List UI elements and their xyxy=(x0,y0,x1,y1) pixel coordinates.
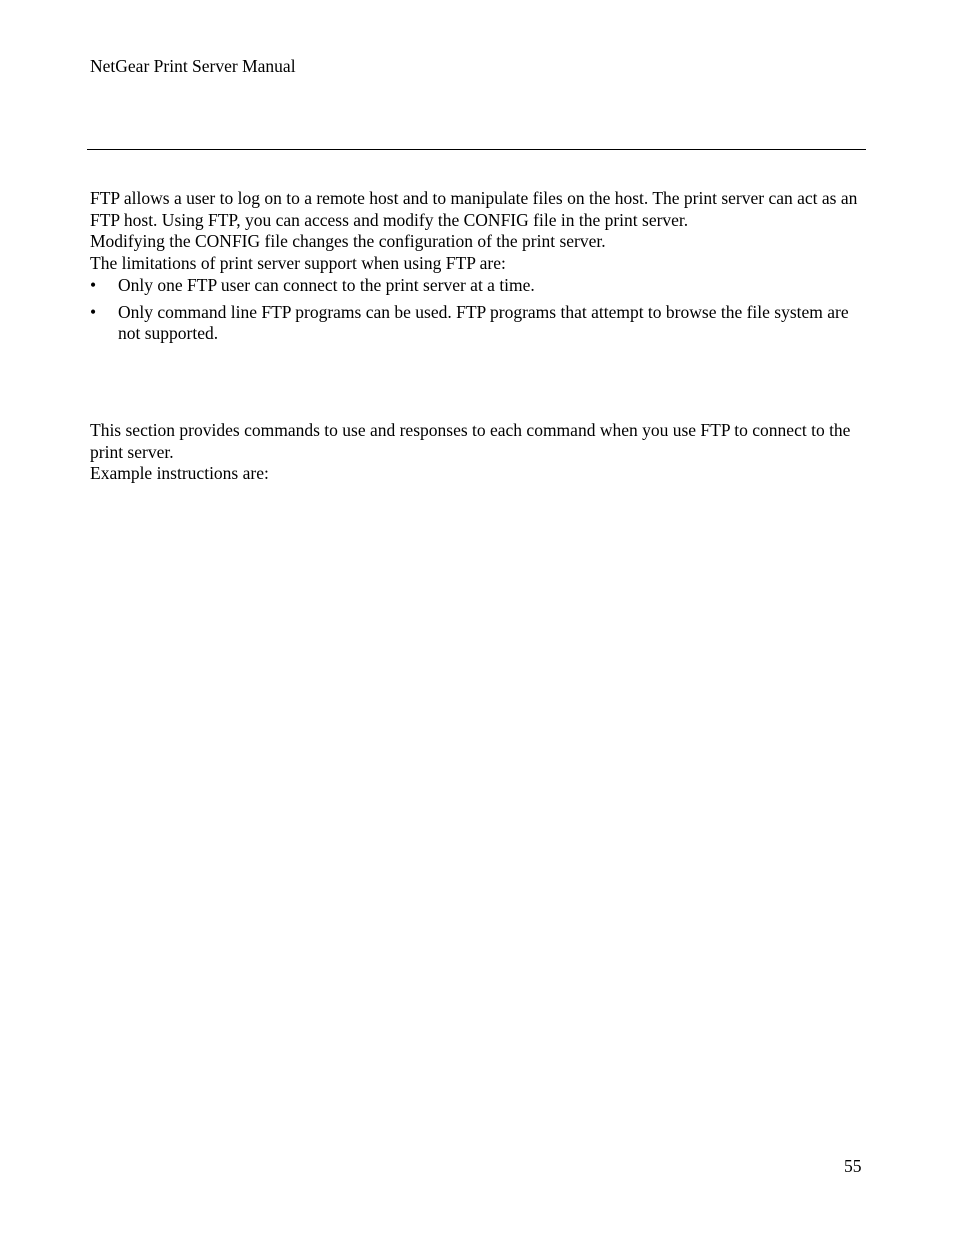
intro-paragraph-3: The limitations of print server support when using FTP are: xyxy=(90,252,506,273)
list-item-text: Only one FTP user can connect to the print server at a time. xyxy=(118,275,535,295)
intro-text-block xyxy=(90,188,870,274)
intro-paragraph-2: Modifying the CONFIG file changes the configuration of the print server. xyxy=(90,231,606,251)
page-number: 55 xyxy=(844,1156,862,1176)
list-item xyxy=(90,302,870,345)
header-divider xyxy=(87,149,866,150)
ftp-limitations-list xyxy=(90,275,870,350)
running-header-title: NetGear Print Server Manual xyxy=(90,56,296,76)
bullet-icon: • xyxy=(90,301,97,322)
intro-paragraph-1: FTP allows a user to log on to a remote host and to manipulate files on the host. The print server can act as an FTP host. Using FTP, you can access and modify the CONFIG file in the print server. xyxy=(90,188,858,230)
list-item-text: Only command line FTP programs can be used. FTP programs that attempt to browse the file system are not supported. xyxy=(118,301,849,343)
commands-section-text xyxy=(90,420,870,485)
bullet-icon: • xyxy=(90,275,97,295)
section-paragraph-2: Example instructions are: xyxy=(90,463,269,483)
section-paragraph-1: This section provides commands to use and responses to each command when you use FTP to connect to the print server. xyxy=(90,420,851,462)
list-item xyxy=(90,275,870,297)
